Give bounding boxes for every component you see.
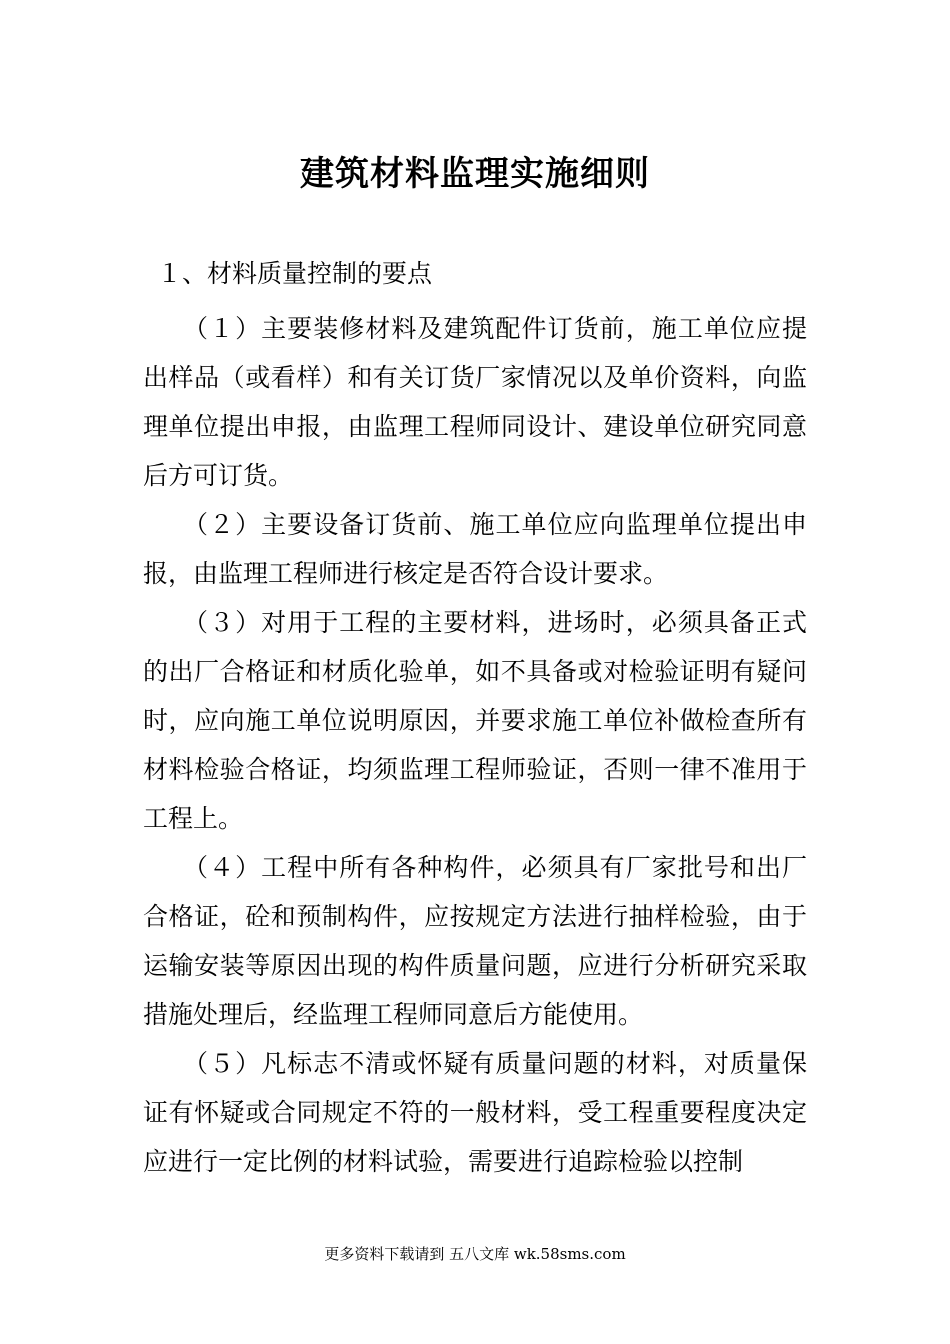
paragraph-4: （４）工程中所有各种构件，必须具有厂家批号和出厂合格证，砼和预制构件，应按规定方法进行抽样检验，由于运输安装等原因出现的构件质量问题，应进行分析研究采取措施处理后，经监理工程师同意后方能使用。 (143, 853, 807, 1029)
document-title: 建筑材料监理实施细则 (300, 154, 650, 194)
page-footer: 更多资料下载请到 五八文库 wk.58sms.com (324, 1245, 626, 1263)
document-body (143, 304, 807, 1186)
paragraph-1: （１）主要装修材料及建筑配件订货前，施工单位应提出样品（或看样）和有关订货厂家情况以及单价资料，向监理单位提出申报，由监理工程师同设计、建设单位研究同意后方可订货。 (143, 314, 807, 490)
paragraph-5: （５）凡标志不清或怀疑有质量问题的材料，对质量保证有怀疑或合同规定不符的一般材料，受工程重要程度决定应进行一定比例的材料试验，需要进行追踪检验以控制 (143, 1049, 807, 1176)
paragraph-3: （３）对用于工程的主要材料，进场时，必须具备正式的出厂合格证和材质化验单，如不具备或对检验证明有疑问时，应向施工单位说明原因，并要求施工单位补做检查所有材料检验合格证，均须监理工程师验证，否则一律不准用于工程上。 (143, 608, 807, 833)
section-heading: １、材料质量控制的要点 (157, 259, 433, 288)
paragraph-2: （２）主要设备订货前、施工单位应向监理单位提出申报，由监理工程师进行核定是否符合设计要求。 (143, 510, 807, 588)
